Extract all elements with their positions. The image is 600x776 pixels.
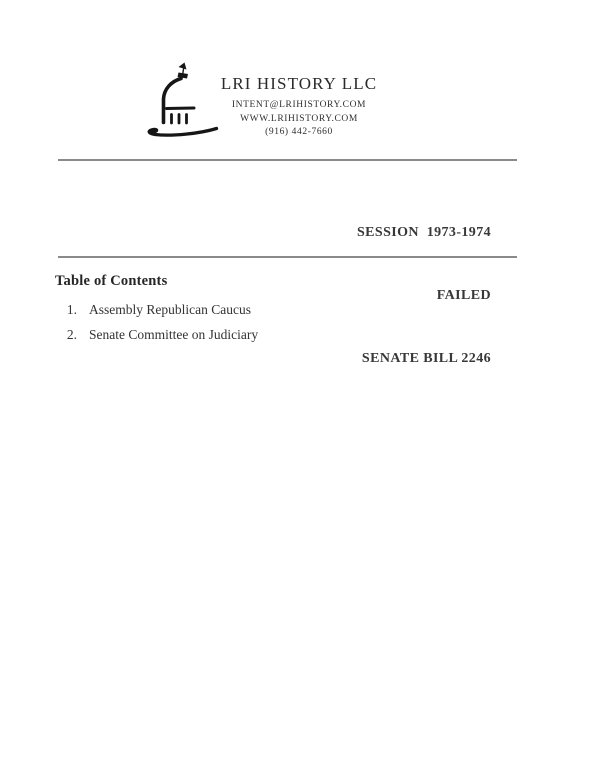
company-name: LRI HISTORY LLC bbox=[220, 74, 378, 93]
toc-item-number: 2. bbox=[66, 327, 77, 342]
status-line: FAILED bbox=[436, 288, 491, 303]
session-line: SESSION 1973-1974 bbox=[356, 225, 491, 240]
toc-item bbox=[55, 326, 258, 343]
toc-item-label: Assembly Republican Caucus bbox=[89, 302, 251, 317]
toc-item-number: 1. bbox=[66, 302, 77, 317]
toc-item-label: Senate Committee on Judiciary bbox=[89, 327, 259, 342]
toc-title: Table of Contents bbox=[55, 273, 168, 289]
toc-item bbox=[55, 301, 258, 318]
phone-text: (916) 442-7660 bbox=[265, 127, 333, 137]
bill-line: SENATE BILL 2246 bbox=[361, 351, 491, 366]
website-text: WWW.LRIHISTORY.COM bbox=[240, 113, 358, 124]
toc-list bbox=[55, 301, 258, 351]
divider-top bbox=[58, 159, 517, 161]
logo-flag bbox=[179, 63, 187, 70]
email-text: INTENT@LRIHISTORY.COM bbox=[231, 100, 367, 110]
contact-block bbox=[168, 99, 430, 140]
case-info-block bbox=[357, 180, 491, 411]
letterhead bbox=[168, 74, 430, 140]
